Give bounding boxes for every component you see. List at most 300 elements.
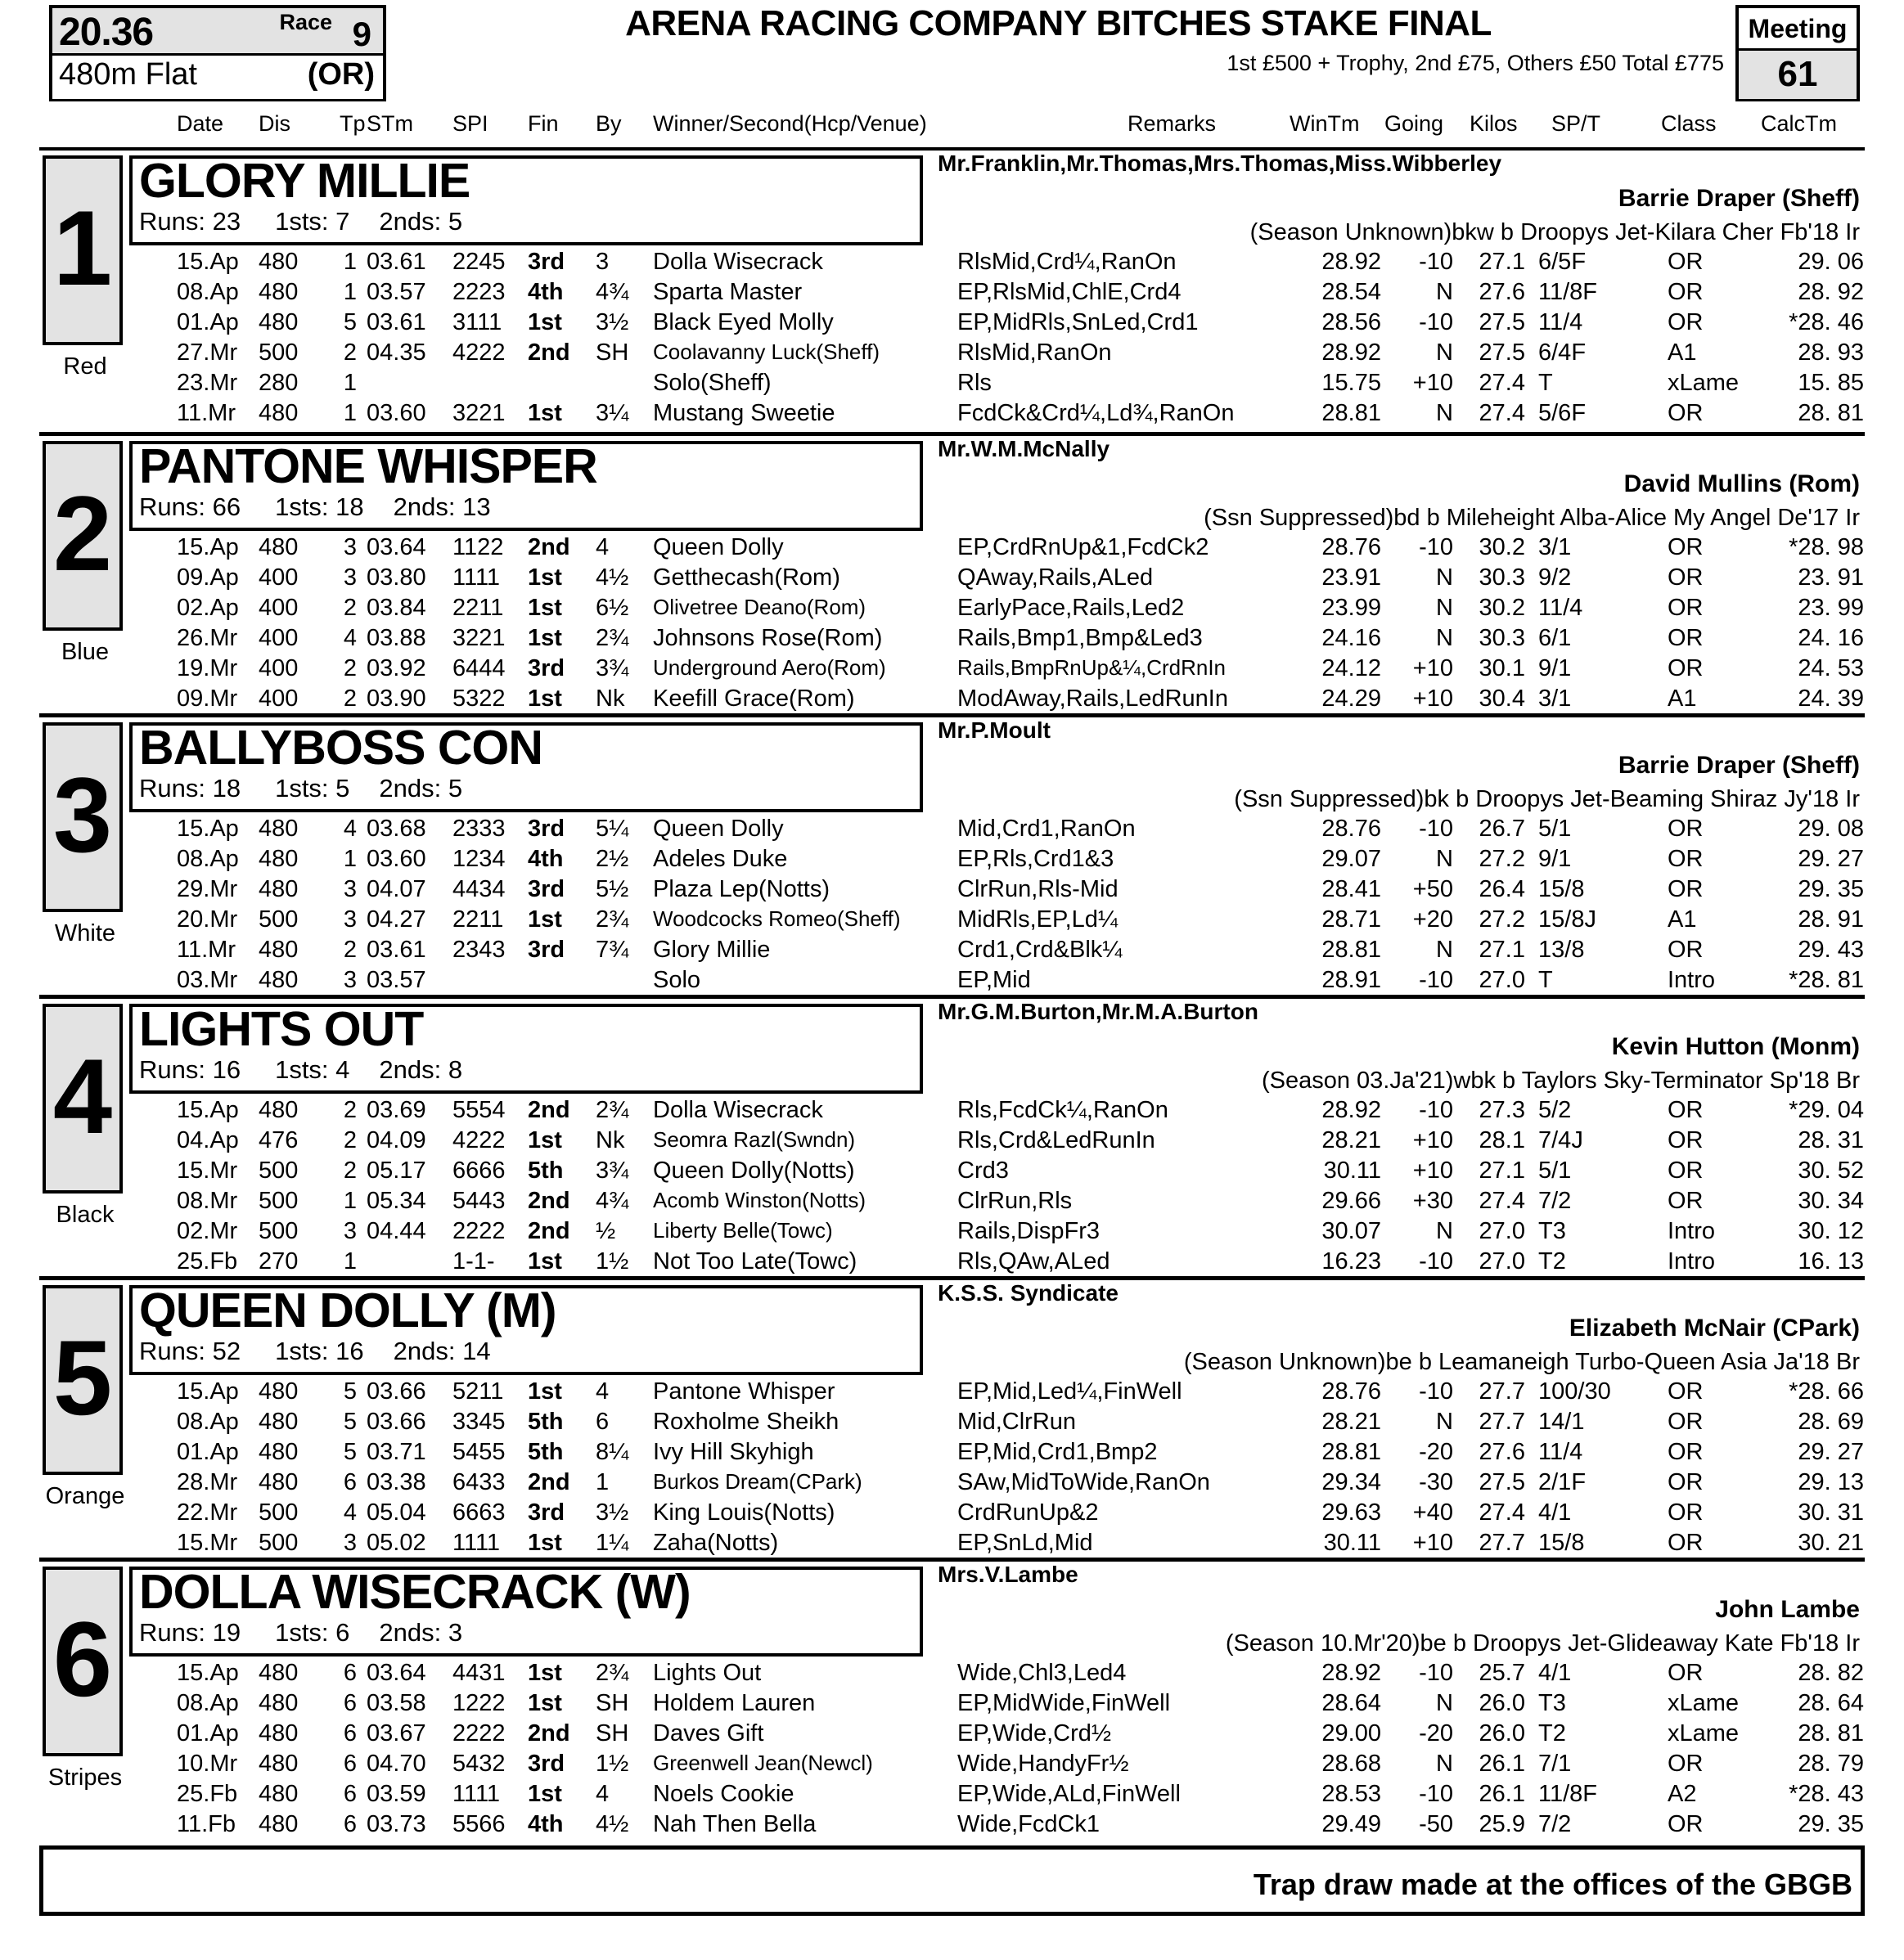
form-finish: 1st <box>528 1660 562 1686</box>
form-spi: 5455 <box>452 1439 506 1465</box>
form-sp: 5/1 <box>1538 1158 1572 1184</box>
form-winner-second: Black Eyed Molly <box>653 309 834 335</box>
runner-seconds: 2nds: 8 <box>379 1055 463 1084</box>
form-by: 7¾ <box>596 937 629 963</box>
form-winner-second: Keefill Grace(Rom) <box>653 686 855 712</box>
form-sectional: 05.17 <box>367 1158 426 1184</box>
form-class: OR <box>1668 1751 1704 1777</box>
form-remarks: Wide,FcdCk1 <box>957 1811 1101 1837</box>
form-by: ½ <box>596 1218 616 1244</box>
form-winner-second: Dolla Wisecrack <box>653 1097 823 1123</box>
trap-number: 2 <box>52 474 113 593</box>
form-winner-second: Seomra Razl(Swndn) <box>653 1127 856 1152</box>
form-class: OR <box>1668 625 1704 651</box>
form-sectional: 03.73 <box>367 1811 426 1837</box>
form-calctime: *28. 43 <box>1789 1781 1864 1807</box>
form-winner-second: Ivy Hill Skyhigh <box>653 1439 814 1465</box>
form-winner-second: Acomb Winston(Notts) <box>653 1188 866 1212</box>
form-sp: 5/2 <box>1538 1097 1572 1123</box>
form-kilos: 27.7 <box>1479 1530 1525 1556</box>
form-finish: 1st <box>528 595 562 621</box>
trap-number: 6 <box>52 1599 113 1719</box>
form-remarks: Wide,HandyFr½ <box>957 1751 1129 1777</box>
form-sp: T2 <box>1538 1248 1566 1274</box>
form-winner-second: Liberty Belle(Towc) <box>653 1218 833 1243</box>
form-winner-second: Mustang Sweetie <box>653 400 835 426</box>
form-going: -30 <box>1419 1469 1453 1495</box>
form-date: 02.Ap <box>177 595 239 621</box>
form-distance: 280 <box>259 370 299 396</box>
form-trap: 1 <box>343 400 358 426</box>
form-calctime: 24. 39 <box>1798 686 1864 712</box>
runner-owner: Mr.W.M.McNally <box>938 436 1110 461</box>
form-date: 15.Ap <box>177 1097 239 1123</box>
form-lines <box>39 534 1865 716</box>
form-class: OR <box>1668 1469 1704 1495</box>
form-by: 6½ <box>596 595 629 621</box>
form-by: SH <box>596 1720 629 1746</box>
form-remarks: Crd1,Crd&Blk¼ <box>957 937 1123 963</box>
form-spi: 4222 <box>452 339 506 366</box>
form-trap: 3 <box>343 564 358 591</box>
form-finish: 1st <box>528 1127 562 1153</box>
trap-number: 4 <box>52 1036 113 1156</box>
form-by: 1¼ <box>596 1530 629 1556</box>
form-row <box>39 339 1865 370</box>
form-remarks: EP,Mid,Crd1,Bmp2 <box>957 1439 1158 1465</box>
form-trap: 2 <box>343 686 358 712</box>
form-winner-second: Adeles Duke <box>653 846 788 872</box>
form-by: Nk <box>596 686 625 712</box>
form-finish: 4th <box>528 279 564 305</box>
form-by: 2¾ <box>596 1660 629 1686</box>
form-kilos: 26.7 <box>1479 816 1525 842</box>
form-distance: 480 <box>259 1660 299 1686</box>
form-kilos: 30.3 <box>1479 564 1525 591</box>
form-by: 4 <box>596 1781 610 1807</box>
form-going: N <box>1436 937 1453 963</box>
runner-stats <box>139 1337 491 1366</box>
runner-seconds: 2nds: 3 <box>379 1618 463 1647</box>
form-class: A1 <box>1668 906 1697 933</box>
form-distance: 400 <box>259 686 299 712</box>
race-info-box <box>49 5 386 101</box>
col-dis: Dis <box>259 111 290 136</box>
form-wintime: 23.99 <box>1321 595 1381 621</box>
form-distance: 476 <box>259 1127 299 1153</box>
form-winner-second: Nah Then Bella <box>653 1811 817 1837</box>
form-finish: 3rd <box>528 816 565 842</box>
form-spi: 1222 <box>452 1690 506 1716</box>
form-finish: 1st <box>528 564 562 591</box>
form-kilos: 27.1 <box>1479 249 1525 275</box>
form-class: Intro <box>1668 1218 1716 1244</box>
form-winner-second: Dolla Wisecrack <box>653 249 823 275</box>
form-remarks: Wide,Chl3,Led4 <box>957 1660 1127 1686</box>
form-remarks: Crd3 <box>957 1158 1009 1184</box>
runner-trainer: David Mullins (Rom) <box>1623 470 1860 497</box>
runner-owner: K.S.S. Syndicate <box>938 1280 1119 1306</box>
form-wintime: 28.92 <box>1321 1660 1381 1686</box>
form-date: 09.Mr <box>177 686 238 712</box>
form-remarks: EP,Wide,Crd½ <box>957 1720 1112 1746</box>
form-distance: 500 <box>259 1188 299 1214</box>
form-lines <box>39 1660 1865 1841</box>
form-sectional: 05.04 <box>367 1499 426 1526</box>
meeting-number: 61 <box>1739 51 1857 99</box>
form-by: 2¾ <box>596 1097 629 1123</box>
form-by: 1½ <box>596 1751 629 1777</box>
form-remarks: EP,CrdRnUp&1,FcdCk2 <box>957 534 1209 560</box>
form-date: 26.Mr <box>177 625 238 651</box>
runner-firsts: 1sts: 18 <box>275 492 364 521</box>
form-spi: 5443 <box>452 1188 506 1214</box>
form-row <box>39 1378 1865 1409</box>
form-date: 15.Mr <box>177 1530 238 1556</box>
form-trap: 3 <box>343 534 358 560</box>
form-date: 15.Ap <box>177 816 239 842</box>
runner-block <box>39 713 1865 995</box>
form-wintime: 24.12 <box>1321 655 1381 681</box>
form-going: N <box>1436 1409 1453 1435</box>
form-remarks: Rls,QAw,ALed <box>957 1248 1110 1274</box>
form-wintime: 28.92 <box>1321 1097 1381 1123</box>
form-sp: 3/1 <box>1538 686 1572 712</box>
form-wintime: 28.71 <box>1321 906 1381 933</box>
form-sp: 2/1F <box>1538 1469 1587 1495</box>
form-finish: 2nd <box>528 1720 570 1746</box>
col-by: By <box>596 111 622 136</box>
form-wintime: 23.91 <box>1321 564 1381 591</box>
form-calctime: 30. 52 <box>1798 1158 1864 1184</box>
form-remarks: MidRls,EP,Ld¼ <box>957 906 1119 933</box>
form-row <box>39 595 1865 625</box>
racecard-header <box>39 0 1865 108</box>
form-sp: 6/5F <box>1538 249 1587 275</box>
form-class: OR <box>1668 1097 1704 1123</box>
form-sectional: 05.02 <box>367 1530 426 1556</box>
form-wintime: 28.76 <box>1321 1378 1381 1405</box>
form-going: -50 <box>1419 1811 1453 1837</box>
form-lines <box>39 249 1865 430</box>
form-going: +30 <box>1412 1188 1453 1214</box>
form-date: 03.Mr <box>177 967 238 993</box>
form-trap: 2 <box>343 655 358 681</box>
form-sectional: 04.27 <box>367 906 426 933</box>
form-sp: 9/1 <box>1538 846 1572 872</box>
form-trap: 2 <box>343 1097 358 1123</box>
form-distance: 400 <box>259 625 299 651</box>
form-sp: 11/4 <box>1538 1439 1583 1465</box>
form-kilos: 27.7 <box>1479 1409 1525 1435</box>
form-row <box>39 967 1865 997</box>
form-going: N <box>1436 279 1453 305</box>
form-class: OR <box>1668 1409 1704 1435</box>
meeting-box <box>1735 5 1860 101</box>
form-sectional: 03.61 <box>367 309 426 335</box>
form-going: -10 <box>1419 1660 1453 1686</box>
form-going: -10 <box>1419 249 1453 275</box>
form-wintime: 28.64 <box>1321 1690 1381 1716</box>
form-class: OR <box>1668 1378 1704 1405</box>
form-finish: 2nd <box>528 1218 570 1244</box>
form-finish: 3rd <box>528 1751 565 1777</box>
runner-name-box[interactable] <box>129 1285 923 1375</box>
form-winner-second: Plaza Lep(Notts) <box>653 876 830 902</box>
form-date: 11.Fb <box>177 1811 236 1837</box>
form-sectional: 04.70 <box>367 1751 426 1777</box>
form-date: 10.Mr <box>177 1751 238 1777</box>
form-going: -10 <box>1419 1378 1453 1405</box>
form-spi: 2245 <box>452 249 506 275</box>
form-by: 5¼ <box>596 816 629 842</box>
runner-breeding: (Ssn Suppressed)bd b Mileheight Alba-Alice My Angel De'17 Ir <box>1204 505 1860 531</box>
form-calctime: 29. 13 <box>1798 1469 1864 1495</box>
form-sp: 3/1 <box>1538 534 1572 560</box>
form-sectional: 04.09 <box>367 1127 426 1153</box>
form-date: 02.Mr <box>177 1218 238 1244</box>
form-going: +50 <box>1412 876 1453 902</box>
form-remarks: EP,Mid <box>957 967 1031 993</box>
form-going: +10 <box>1412 1127 1453 1153</box>
race-info-bottom <box>52 56 383 99</box>
form-winner-second: King Louis(Notts) <box>653 1499 835 1526</box>
form-kilos: 30.4 <box>1479 686 1525 712</box>
form-sp: T2 <box>1538 1720 1566 1746</box>
col-spi: SPI <box>452 111 488 136</box>
form-spi: 1234 <box>452 846 506 872</box>
runner-stats <box>139 1618 462 1648</box>
form-trap: 1 <box>343 249 358 275</box>
form-kilos: 30.3 <box>1479 625 1525 651</box>
form-by: 1 <box>596 1469 610 1495</box>
form-distance: 400 <box>259 564 299 591</box>
form-kilos: 27.0 <box>1479 1248 1525 1274</box>
form-winner-second: Johnsons Rose(Rom) <box>653 625 883 651</box>
form-date: 11.Mr <box>177 400 236 426</box>
form-wintime: 28.76 <box>1321 534 1381 560</box>
form-row <box>39 1409 1865 1439</box>
col-kilos: Kilos <box>1470 111 1518 136</box>
form-distance: 480 <box>259 1720 299 1746</box>
form-distance: 480 <box>259 534 299 560</box>
form-calctime: 30. 31 <box>1798 1499 1864 1526</box>
form-date: 08.Ap <box>177 846 239 872</box>
form-wintime: 28.81 <box>1321 1439 1381 1465</box>
form-going: N <box>1436 625 1453 651</box>
form-kilos: 27.0 <box>1479 1218 1525 1244</box>
form-going: +10 <box>1412 1158 1453 1184</box>
runner-name-box[interactable] <box>129 155 923 245</box>
form-sp: 15/8 <box>1538 1530 1585 1556</box>
form-sp: 9/2 <box>1538 564 1572 591</box>
form-row <box>39 1439 1865 1469</box>
form-class: OR <box>1668 937 1704 963</box>
form-going: -10 <box>1419 1097 1453 1123</box>
form-by: 4 <box>596 1378 610 1405</box>
form-date: 15.Ap <box>177 249 239 275</box>
runner-name-box[interactable] <box>129 1004 923 1094</box>
form-sectional: 03.69 <box>367 1097 426 1123</box>
runner-name-box[interactable] <box>129 441 923 531</box>
form-date: 09.Ap <box>177 564 239 591</box>
form-spi: 2211 <box>452 595 504 621</box>
form-distance: 480 <box>259 1409 299 1435</box>
form-class: xLame <box>1668 1690 1740 1716</box>
form-distance: 500 <box>259 1218 299 1244</box>
form-row <box>39 1811 1865 1841</box>
form-spi: 5554 <box>452 1097 506 1123</box>
form-wintime: 28.81 <box>1321 400 1381 426</box>
runner-name-box[interactable] <box>129 1567 923 1657</box>
form-kilos: 27.2 <box>1479 906 1525 933</box>
form-row <box>39 1720 1865 1751</box>
col-tp: Tp <box>340 111 366 136</box>
form-trap: 6 <box>343 1811 358 1837</box>
form-by: 5½ <box>596 876 629 902</box>
form-winner-second: Lights Out <box>653 1660 762 1686</box>
form-trap: 6 <box>343 1690 358 1716</box>
column-header-row <box>39 111 1865 146</box>
form-row <box>39 1690 1865 1720</box>
form-sectional: 03.59 <box>367 1781 426 1807</box>
form-date: 20.Mr <box>177 906 238 933</box>
form-class: A1 <box>1668 686 1697 712</box>
runner-stats <box>139 1055 462 1085</box>
form-kilos: 26.0 <box>1479 1690 1525 1716</box>
form-row <box>39 1218 1865 1248</box>
form-spi: 1111 <box>452 564 501 591</box>
form-finish: 1st <box>528 1781 562 1807</box>
form-spi: 3221 <box>452 625 506 651</box>
form-sectional: 03.71 <box>367 1439 426 1465</box>
form-winner-second: Coolavanny Luck(Sheff) <box>653 339 880 364</box>
form-finish: 3rd <box>528 876 565 902</box>
form-calctime: 29. 06 <box>1798 249 1864 275</box>
form-spi: 1122 <box>452 534 504 560</box>
runner-firsts: 1sts: 4 <box>275 1055 350 1084</box>
form-kilos: 27.5 <box>1479 1469 1525 1495</box>
runner-name-box[interactable] <box>129 722 923 812</box>
form-distance: 400 <box>259 595 299 621</box>
form-remarks: Rails,Bmp1,Bmp&Led3 <box>957 625 1203 651</box>
runner-breeding: (Season 10.Mr'20)be b Droopys Jet-Glideaway Kate Fb'18 Ir <box>1225 1630 1860 1657</box>
form-distance: 480 <box>259 816 299 842</box>
form-finish: 2nd <box>528 339 570 366</box>
form-wintime: 30.11 <box>1323 1530 1381 1556</box>
form-class: OR <box>1668 400 1704 426</box>
form-going: N <box>1436 1751 1453 1777</box>
race-prizes: 1st £500 + Trophy, 2nd £75, Others £50 Total £775 <box>1227 51 1724 75</box>
form-date: 01.Ap <box>177 1439 239 1465</box>
form-date: 25.Fb <box>177 1781 238 1807</box>
form-going: N <box>1436 846 1453 872</box>
runner-name: DOLLA WISECRACK (W) <box>139 1565 691 1619</box>
form-winner-second: Holdem Lauren <box>653 1690 816 1716</box>
form-class: OR <box>1668 876 1704 902</box>
form-sp: 15/8 <box>1538 876 1585 902</box>
form-by: 4¾ <box>596 1188 629 1214</box>
form-date: 25.Fb <box>177 1248 238 1274</box>
form-finish: 1st <box>528 400 562 426</box>
form-finish: 1st <box>528 906 562 933</box>
form-trap: 2 <box>343 937 358 963</box>
form-class: xLame <box>1668 1720 1740 1746</box>
form-finish: 3rd <box>528 249 565 275</box>
form-sectional: 03.58 <box>367 1690 426 1716</box>
form-sectional: 03.57 <box>367 279 426 305</box>
form-date: 11.Mr <box>177 937 236 963</box>
form-row <box>39 1660 1865 1690</box>
col-winner: Winner/Second(Hcp/Venue) <box>653 111 927 136</box>
form-calctime: *28. 66 <box>1789 1378 1864 1405</box>
form-spi: 6444 <box>452 655 506 681</box>
form-sectional: 03.68 <box>367 816 426 842</box>
runner-name: GLORY MILLIE <box>139 154 470 208</box>
form-calctime: 29. 35 <box>1798 1811 1864 1837</box>
runner-name: LIGHTS OUT <box>139 1002 424 1056</box>
form-trap: 2 <box>343 339 358 366</box>
trap-colour-label: Orange <box>45 1483 125 1509</box>
form-row <box>39 370 1865 400</box>
form-going: N <box>1436 1218 1453 1244</box>
form-trap: 4 <box>343 816 358 842</box>
form-calctime: 30. 34 <box>1798 1188 1864 1214</box>
runner-seconds: 2nds: 13 <box>393 492 491 521</box>
form-distance: 480 <box>259 1097 299 1123</box>
form-by: 2¾ <box>596 906 629 933</box>
form-wintime: 29.49 <box>1321 1811 1381 1837</box>
form-sectional: 03.66 <box>367 1409 426 1435</box>
form-trap: 3 <box>343 876 358 902</box>
form-calctime: 28. 92 <box>1798 279 1864 305</box>
form-date: 08.Ap <box>177 1690 239 1716</box>
form-remarks: Rls,Crd&LedRunIn <box>957 1127 1155 1153</box>
runner-seconds: 2nds: 5 <box>379 207 463 236</box>
form-calctime: 23. 91 <box>1798 564 1864 591</box>
form-winner-second: Zaha(Notts) <box>653 1530 779 1556</box>
form-remarks: EP,Rls,Crd1&3 <box>957 846 1114 872</box>
form-wintime: 28.54 <box>1321 279 1381 305</box>
form-class: OR <box>1668 249 1704 275</box>
col-stm: STm <box>367 111 413 136</box>
form-row <box>39 937 1865 967</box>
form-calctime: 28. 31 <box>1798 1127 1864 1153</box>
form-distance: 480 <box>259 967 299 993</box>
form-winner-second: Glory Millie <box>653 937 771 963</box>
form-distance: 480 <box>259 1378 299 1405</box>
form-wintime: 28.81 <box>1321 937 1381 963</box>
form-trap: 6 <box>343 1720 358 1746</box>
runner-name: BALLYBOSS CON <box>139 721 542 775</box>
form-winner-second: Roxholme Sheikh <box>653 1409 839 1435</box>
form-remarks: ModAway,Rails,LedRunIn <box>957 686 1228 712</box>
form-spi: 5566 <box>452 1811 506 1837</box>
form-sectional: 04.07 <box>367 876 426 902</box>
form-finish: 2nd <box>528 1188 570 1214</box>
runner-breeding: (Ssn Suppressed)bk b Droopys Jet-Beaming Shiraz Jy'18 Ir <box>1234 786 1860 812</box>
form-date: 15.Ap <box>177 1660 239 1686</box>
runner-block <box>39 995 1865 1276</box>
form-distance: 480 <box>259 937 299 963</box>
form-wintime: 28.91 <box>1321 967 1381 993</box>
form-class: OR <box>1668 595 1704 621</box>
col-calctm: CalcTm <box>1761 111 1837 136</box>
form-wintime: 29.34 <box>1321 1469 1381 1495</box>
race-distance: 480m Flat <box>59 57 197 92</box>
form-winner-second: Not Too Late(Towc) <box>653 1248 857 1274</box>
form-date: 28.Mr <box>177 1469 238 1495</box>
